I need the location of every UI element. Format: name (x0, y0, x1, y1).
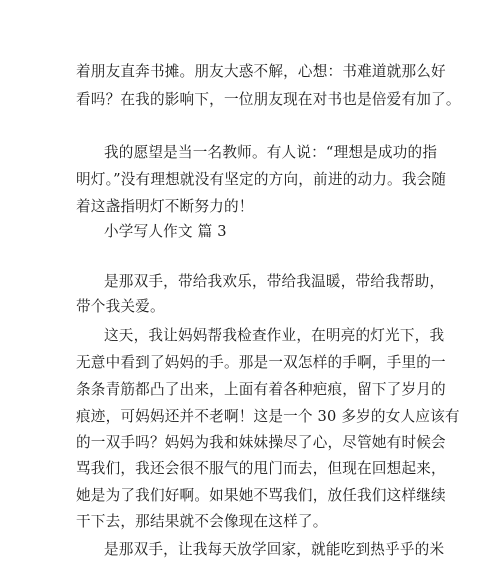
paragraph-line: 是那双手，让我每天放学回家，就能吃到热乎乎的米 (104, 541, 445, 558)
paragraph-line: 是那双手，带给我欢乐，带给我温暖，带给我帮助， (104, 273, 445, 290)
paragraph-line: 着这盏指明灯不断努力的！ (76, 198, 254, 215)
paragraph-line: 骂我们，我还会很不服气的甩门而去，但现在回想起来， (76, 460, 446, 477)
paragraph-line: 带个我关爱。 (76, 298, 165, 315)
paragraph-line: 明灯。”没有理想就没有坚定的方向，前进的动力。我会随 (76, 171, 447, 188)
paragraph-line: 条条青筋都凸了出来，上面有着各种疤痕，留下了岁月的 (76, 381, 446, 398)
paragraph-line: 她是为了我们好啊。如果她不骂我们，放任我们这样继续 (76, 487, 446, 504)
paragraph-line: 痕迹，可妈妈还并不老啊！这是一个 30 多岁的女人应该有 (76, 408, 460, 425)
paragraph-line: 干下去，那结果就不会像现在这样了。 (76, 513, 328, 530)
paragraph-line: 我的愿望是当一名教师。有人说：“理想是成功的指 (104, 144, 438, 161)
section-heading: 小学写人作文 篇 3 (104, 223, 227, 240)
paragraph-line: 无意中看到了妈妈的手。那是一双怎样的手啊，手里的一 (76, 354, 446, 371)
paragraph-line: 着朋友直奔书摊。朋友大惑不解，心想：书难道就那么好 (76, 63, 446, 80)
paragraph-line: 这天，我让妈妈帮我检查作业，在明亮的灯光下，我 (104, 327, 445, 344)
paragraph-line: 的一双手吗？妈妈为我和妹妹操尽了心，尽管她有时候会 (76, 434, 446, 451)
paragraph-line: 看吗？在我的影响下，一位朋友现在对书也是倍爱有加了。 (76, 91, 461, 108)
